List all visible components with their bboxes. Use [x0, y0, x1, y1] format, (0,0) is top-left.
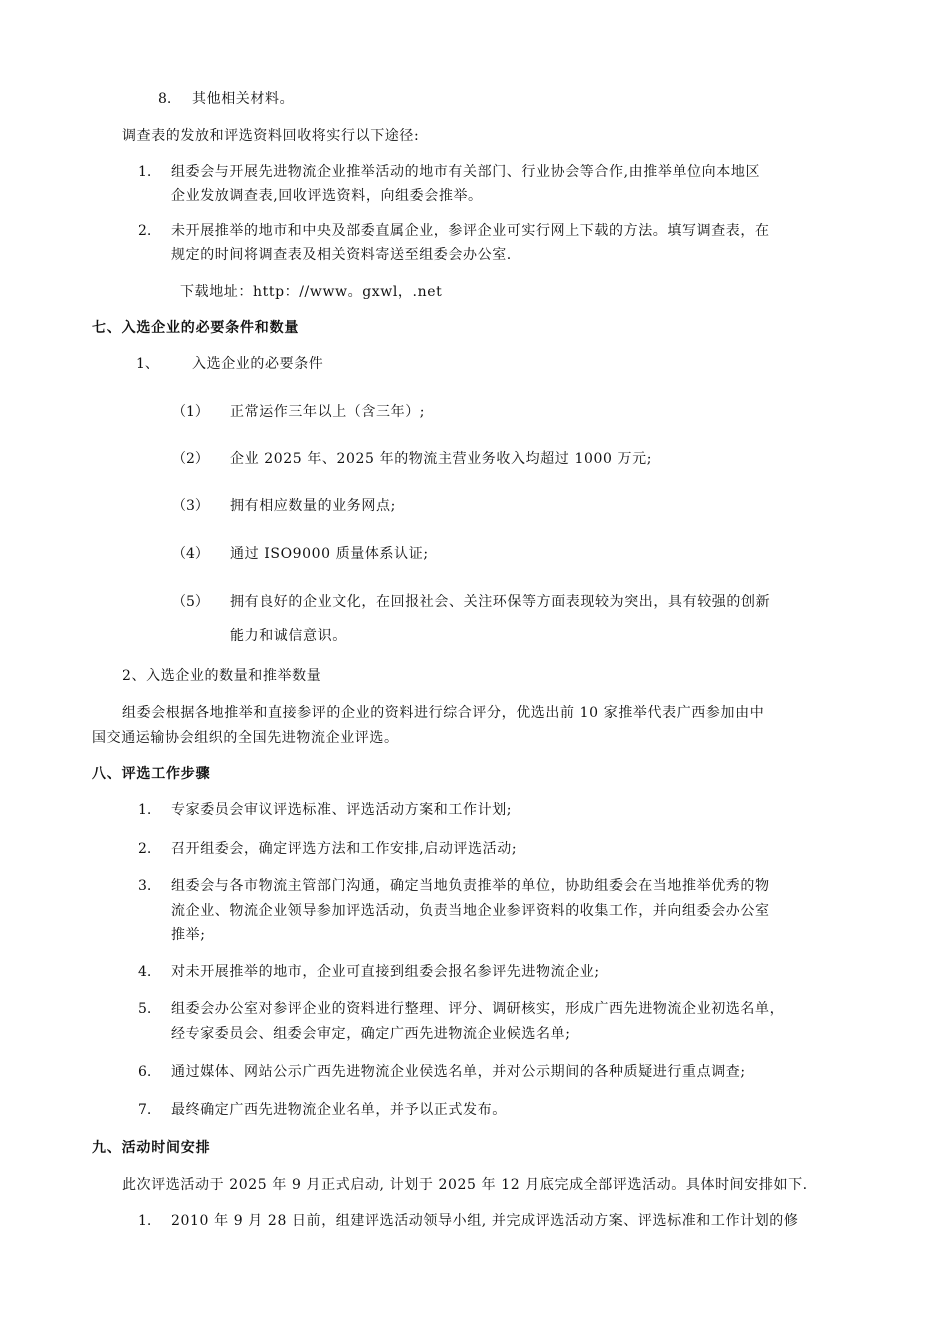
collection-intro: 调查表的发放和评选资料回收将实行以下途径: — [122, 128, 420, 144]
condition-4-number: （4） — [172, 546, 209, 562]
step-5-line-1: 组委会办公室对参评企业的资料进行整理、评分、调研核实，形成广西先进物流企业初选名单， — [171, 1001, 785, 1017]
section-8-title: 八、评选工作步骤 — [92, 766, 211, 782]
section-7-para-line-2: 国交通运输协会组织的全国先进物流企业评选。 — [92, 730, 399, 746]
step-2-line-1: 召开组委会，确定评选方法和工作安排,启动评选活动; — [171, 841, 518, 857]
way-1-line-2: 企业发放调查表,回收评选资料，向组委会推举。 — [171, 188, 483, 204]
step-1-line-1: 专家委员会审议评选标准、评选活动方案和工作计划; — [171, 802, 513, 818]
condition-5-text-cont: 能力和诚信意识。 — [230, 628, 347, 644]
step-3-number: 3. — [138, 878, 152, 894]
step-1-number: 1. — [138, 802, 152, 818]
step-4-number: 4. — [138, 964, 152, 980]
section-7-sub1-number: 1、 — [136, 356, 159, 372]
way-2-number: 2. — [138, 223, 152, 239]
condition-4-text: 通过 ISO9000 质量体系认证; — [230, 546, 429, 562]
step-7-line-1: 最终确定广西先进物流企业名单，并予以正式发布。 — [171, 1102, 507, 1118]
condition-1-text: 正常运作三年以上（含三年）; — [230, 404, 426, 420]
item-8-number: 8. — [158, 91, 172, 107]
condition-1-number: （1） — [172, 404, 209, 420]
way-1-line-1: 组委会与开展先进物流企业推举活动的地市有关部门、行业协会等合作,由推举单位向本地区 — [171, 164, 761, 180]
schedule-1-text: 2010 年 9 月 28 日前，组建评选活动领导小组, 并完成评选活动方案、评选标准和工作计划的修 — [171, 1213, 799, 1229]
step-2-number: 2. — [138, 841, 152, 857]
condition-5-text: 拥有良好的企业文化，在回报社会、关注环保等方面表现较为突出，具有较强的创新 — [230, 594, 771, 610]
download-address: 下载地址：http：//www。gxwl，.net — [180, 284, 443, 300]
condition-2-number: （2） — [172, 451, 209, 467]
item-8-text: 其他相关材料。 — [192, 91, 295, 107]
step-6-number: 6. — [138, 1064, 152, 1080]
condition-3-number: （3） — [172, 498, 209, 514]
section-7-para-line-1: 组委会根据各地推举和直接参评的企业的资料进行综合评分，优选出前 10 家推举代表广西参加由中 — [122, 705, 765, 721]
step-5-number: 5. — [138, 1001, 152, 1017]
section-7-title: 七、入选企业的必要条件和数量 — [92, 320, 300, 336]
section-7-sub2-title: 2、入选企业的数量和推举数量 — [122, 668, 322, 684]
condition-5-number: （5） — [172, 594, 209, 610]
section-7-sub1-title: 入选企业的必要条件 — [192, 356, 324, 372]
step-6-line-1: 通过媒体、网站公示广西先进物流企业侯选名单，并对公示期间的各种质疑进行重点调查; — [171, 1064, 746, 1080]
way-2-line-1: 未开展推举的地市和中央及部委直属企业，参评企业可实行网上下载的方法。填写调查表，在 — [171, 223, 770, 239]
way-1-number: 1. — [138, 164, 152, 180]
schedule-1-number: 1. — [138, 1213, 152, 1229]
step-3-line-1: 组委会与各市物流主管部门沟通，确定当地负责推举的单位，协助组委会在当地推举优秀的物 — [171, 878, 770, 894]
way-2-line-2: 规定的时间将调查表及相关资料寄送至组委会办公室. — [171, 247, 512, 263]
section-9-intro: 此次评选活动于 2025 年 9 月正式启动, 计划于 2025 年 12 月底完成全部评选活动。具体时间安排如下. — [122, 1177, 808, 1193]
condition-2-text: 企业 2025 年、2025 年的物流主营业务收入均超过 1000 万元; — [230, 451, 653, 467]
step-4-line-1: 对未开展推举的地市，企业可直接到组委会报名参评先进物流企业; — [171, 964, 600, 980]
step-7-number: 7. — [138, 1102, 152, 1118]
section-9-title: 九、活动时间安排 — [92, 1140, 211, 1156]
condition-3-text: 拥有相应数量的业务网点; — [230, 498, 396, 514]
step-5-line-2: 经专家委员会、组委会审定，确定广西先进物流企业候选名单; — [171, 1026, 571, 1042]
step-3-line-2: 流企业、物流企业领导参加评选活动，负责当地企业参评资料的收集工作，并向组委会办公室 — [171, 903, 770, 919]
step-3-line-3: 推举; — [171, 927, 206, 943]
